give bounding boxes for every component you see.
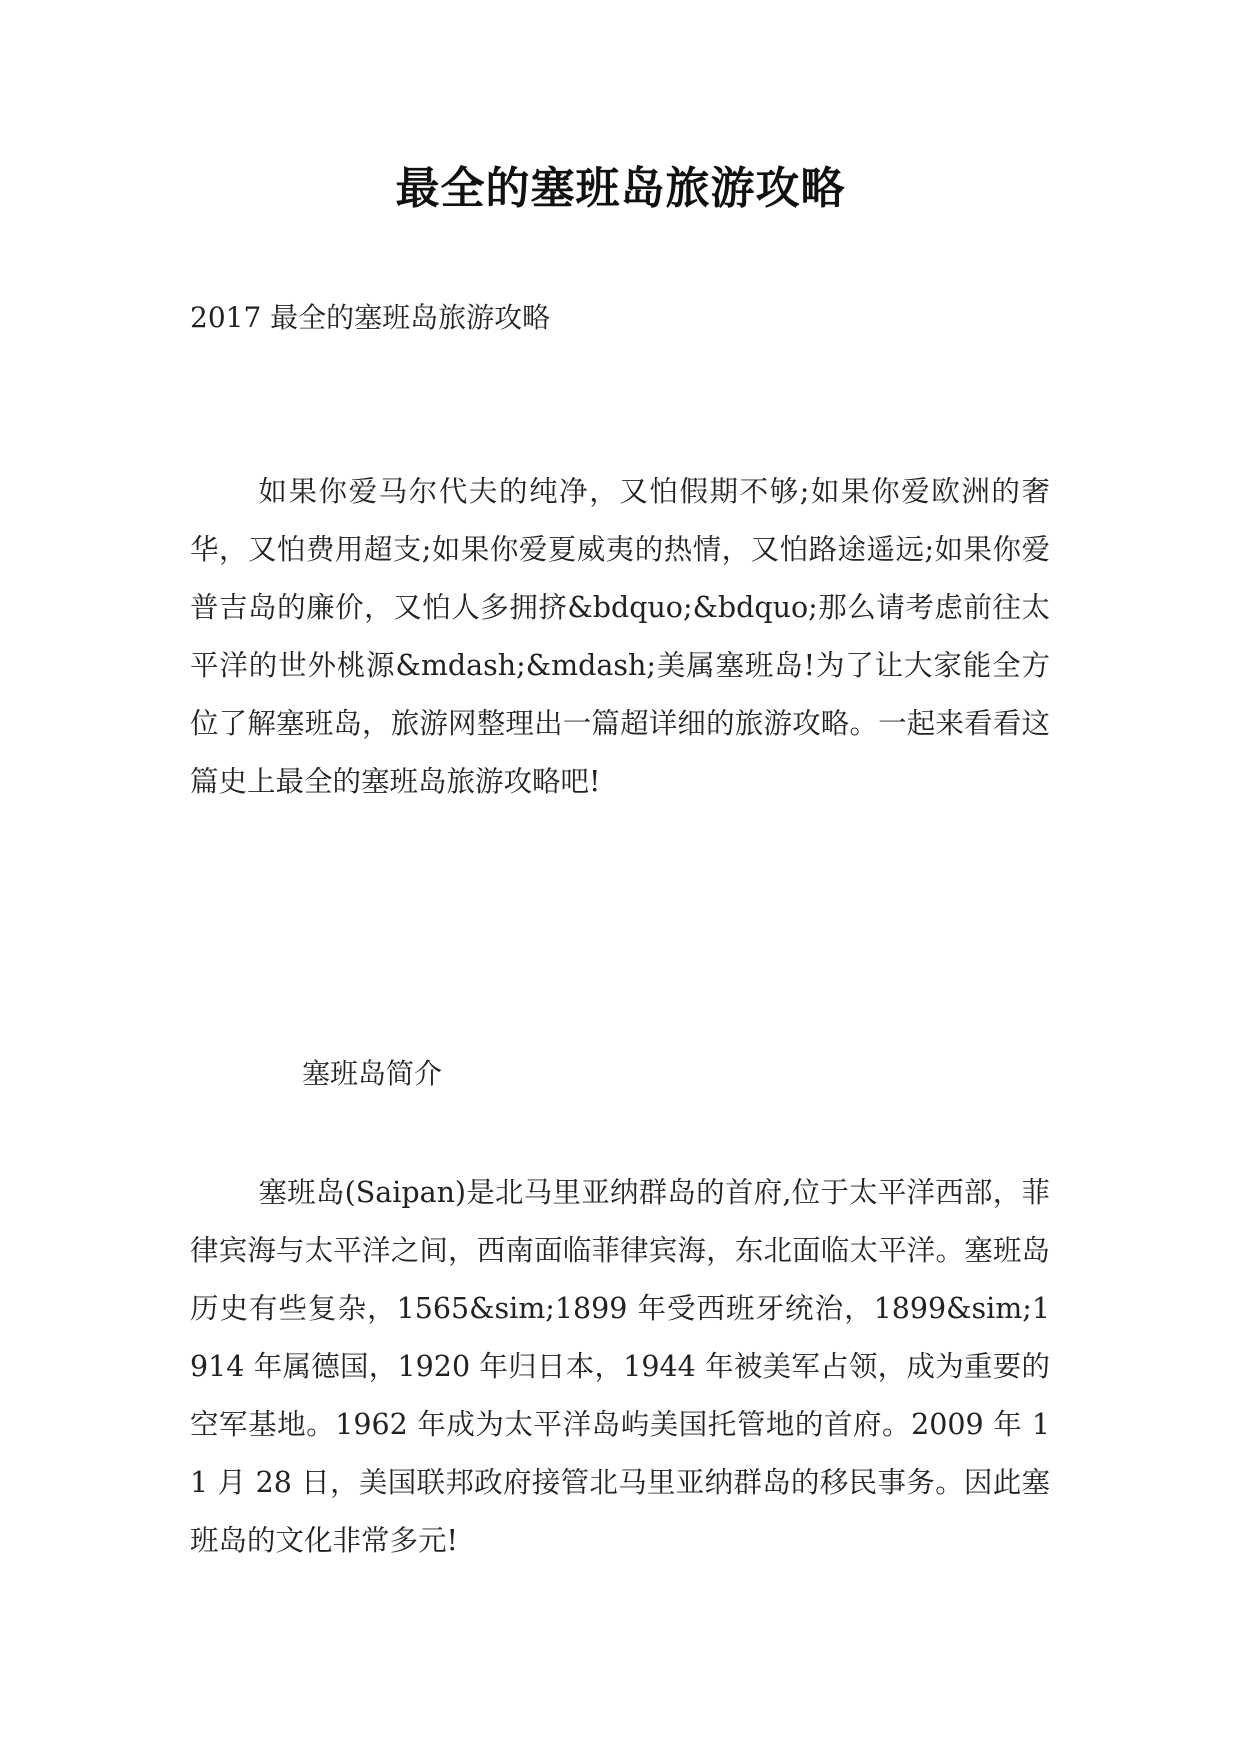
document-title: 最全的塞班岛旅游攻略 <box>395 163 846 214</box>
section-heading: 塞班岛简介 <box>302 1057 443 1090</box>
intro-paragraph: 如果你爱马尔代夫的纯净，又怕假期不够;如果你爱欧洲的奢华，又怕费用超支;如果你爱夏威夷的热情，又怕路途遥远;如果你爱普吉岛的廉价，又怕人多拥挤&bdquo;&bdquo;那么请考虑前往太平洋的世外桃源&mdash;&mdash;美属塞班岛!为了让大家能全方位了解塞班岛，旅游网整理出一篇超详细的旅游攻略。一起来看看这篇史上最全的塞班岛旅游攻略吧! <box>190 475 1050 798</box>
document-subtitle: 2017 最全的塞班岛旅游攻略 <box>190 301 551 334</box>
section-paragraph: 塞班岛(Saipan)是北马里亚纳群岛的首府,位于太平洋西部，菲律宾海与太平洋之间，西南面临菲律宾海，东北面临太平洋。塞班岛历史有些复杂，1565&sim;1899 年受西班牙统治，1899&sim;1914 年属德国，1920 年归日本，1944 年被美军占领，成为重要的空军基地。1962 年成为太平洋岛屿美国托管地的首府。2009 年 11 月 28 日，美国联邦政府接管北马里亚纳群岛的移民事务。因此塞班岛的文化非常多元! <box>190 1176 1050 1557</box>
